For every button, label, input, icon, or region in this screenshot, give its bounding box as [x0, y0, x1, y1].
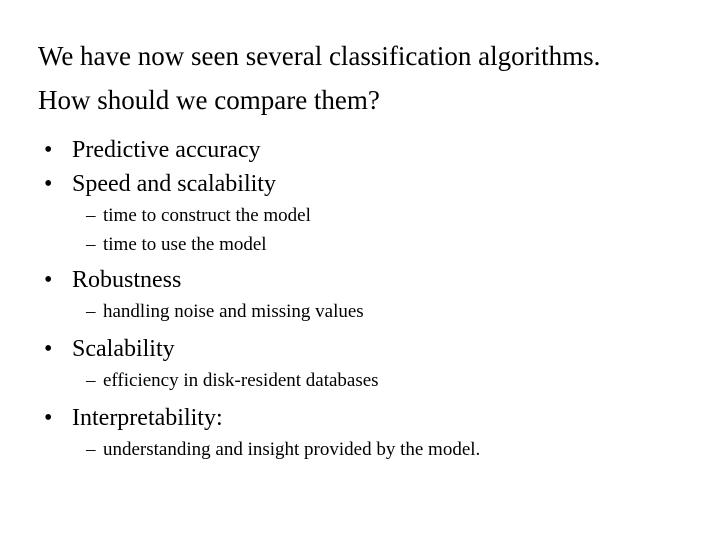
- bullet-icon: •: [44, 405, 53, 431]
- sub-bullet-item: [86, 230, 704, 259]
- sub-bullet-list: [86, 366, 704, 395]
- sub-bullet-text: efficiency in disk-resident databases: [103, 370, 379, 391]
- bullet-icon: •: [44, 336, 53, 362]
- sub-bullet-item: [86, 297, 704, 326]
- sub-bullet-text: time to use the model: [103, 234, 267, 255]
- bullet-list: [44, 133, 704, 464]
- bullet-icon: •: [44, 171, 53, 197]
- sub-bullet-list: [86, 297, 704, 326]
- bullet-text: Robustness: [72, 267, 182, 293]
- sub-bullet-item: [86, 201, 704, 230]
- sub-bullet-text: handling noise and missing values: [103, 301, 364, 322]
- bullet-icon: •: [44, 267, 53, 293]
- bullet-text: Scalability: [72, 336, 175, 362]
- bullet-text: Predictive accuracy: [72, 137, 261, 163]
- dash-icon: –: [86, 301, 96, 322]
- dash-icon: –: [86, 439, 96, 460]
- bullet-icon: •: [44, 137, 53, 163]
- sub-bullet-item: [86, 435, 704, 464]
- dash-icon: –: [86, 205, 96, 226]
- sub-bullet-text: time to construct the model: [103, 205, 311, 226]
- bullet-item: [44, 401, 704, 435]
- title-line: How should we compare them?: [38, 85, 380, 115]
- dash-icon: –: [86, 234, 96, 255]
- bullet-item: [44, 133, 704, 167]
- sub-bullet-list: [86, 435, 704, 464]
- bullet-text: Interpretability:: [72, 405, 223, 431]
- sub-bullet-item: [86, 366, 704, 395]
- sub-bullet-text: understanding and insight provided by the model.: [103, 439, 481, 460]
- dash-icon: –: [86, 370, 96, 391]
- bullet-item: [44, 263, 704, 297]
- sub-bullet-list: [86, 201, 704, 259]
- bullet-item: [44, 332, 704, 366]
- bullet-item: [44, 167, 704, 201]
- slide-title: [38, 34, 714, 122]
- bullet-text: Speed and scalability: [72, 171, 276, 197]
- title-line: We have now seen several classification algorithms.: [38, 41, 601, 71]
